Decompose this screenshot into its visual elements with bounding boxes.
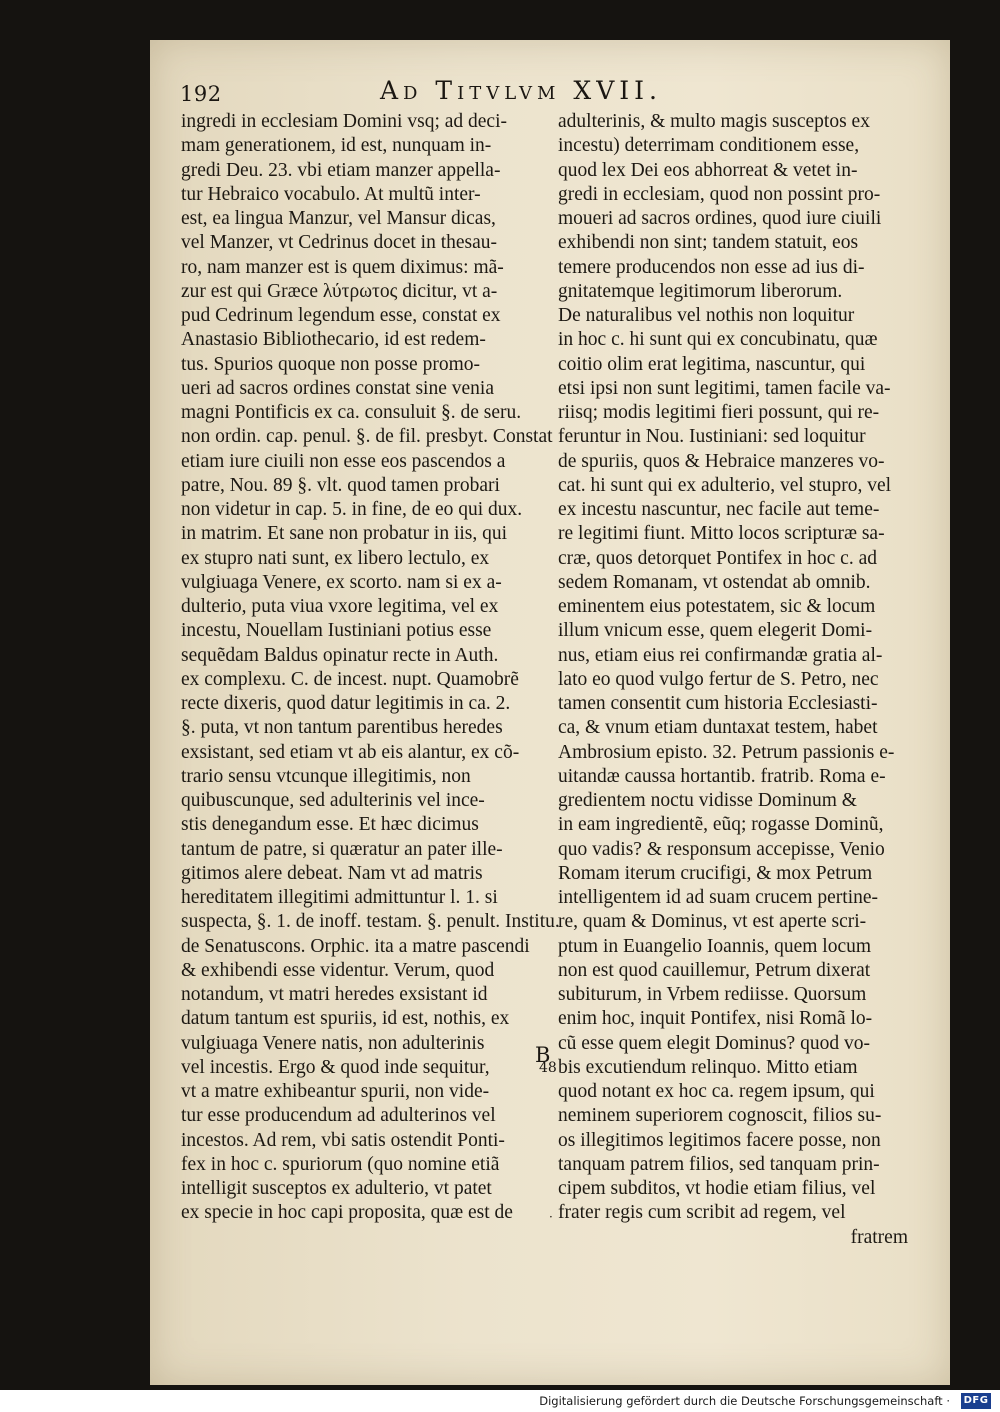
text-line: adulterinis, & multo magis susceptos ex — [558, 111, 870, 132]
catchword: fratrem — [850, 1226, 908, 1248]
text-line: dulterio, puta viua vxore legitima, vel ex — [181, 596, 499, 617]
text-line: gredi Deu. 23. vbi etiam manzer appella- — [181, 159, 501, 181]
text-line: vulgiuaga Venere natis, non adulterinis — [181, 1032, 485, 1054]
text-line: incestu, Nouellam Iustiniani potius esse — [181, 620, 492, 642]
text-line: quod lex Dei eos abhorreat & vetet in- — [558, 159, 858, 181]
text-line: vulgiuaga Venere, ex scorto. nam si ex a- — [181, 571, 502, 593]
text-line: & exhibendi esse videntur. Verum, quod — [181, 959, 495, 981]
text-line: gredientem noctu vidisse Dominum & — [558, 790, 857, 811]
text-line: gitimos alere debeat. Nam vt ad matris — [181, 862, 483, 884]
text-line: coitio olim erat legitima, nascuntur, qui — [558, 353, 866, 375]
text-line: tantum de patre, si quæratur an pater ille- — [181, 838, 503, 860]
text-line: trario sensu vtcunque illegitimis, non — [181, 765, 471, 787]
text-line: vt a matre exhibeantur spurii, non vide- — [181, 1081, 490, 1102]
text-line: vel incestis. Ergo & quod inde sequitur, — [181, 1056, 490, 1078]
text-line: sequẽdam Baldus opinatur recte in Auth. — [181, 644, 499, 666]
text-line: datum tantum est spuriis, id est, nothis, ex — [181, 1008, 510, 1030]
running-head: Ad Titvlvm XVII. — [380, 76, 662, 105]
right-text-column — [558, 110, 908, 1250]
text-line: os illegitimos legitimos facere posse, non — [558, 1129, 881, 1151]
text-line: intelligentem id ad suam crucem pertine- — [558, 887, 879, 908]
text-line: eminentem eius potestatem, sic & locum — [558, 596, 876, 617]
text-line: illum vnicum esse, quem elegerit Domi- — [558, 620, 873, 642]
text-line: intelligit susceptos ex adulterio, vt patet — [181, 1178, 492, 1199]
text-line: nus, etiam eius rei confirmandæ gratia al- — [558, 644, 883, 666]
text-line: bis excutiendum relinquo. Mitto etiam — [558, 1056, 858, 1078]
text-line: zur est qui Græce λύτρωτος dicitur, vt a- — [181, 280, 498, 302]
text-line: etsi ipsi non sunt legitimi, tamen facile va- — [558, 377, 891, 399]
text-line: in hoc c. hi sunt qui ex concubinatu, quæ — [558, 329, 878, 351]
text-line: frater regis cum scribit ad regem, vel — [558, 1202, 846, 1224]
text-line: enim hoc, inquit Pontifex, nisi Romã lo- — [558, 1008, 873, 1030]
dfg-logo: DFG — [961, 1393, 991, 1409]
text-line: ex stupro nati sunt, ex libero lectulo, ex — [181, 547, 490, 569]
text-line: stis denegandum esse. Et hæc dicimus — [181, 814, 479, 836]
text-line: tur esse producendum ad adulterinos vel — [181, 1105, 496, 1127]
text-line: de spuriis, quos & Hebraice manzeres vo- — [558, 450, 885, 472]
text-line: re, quam & Dominus, vt est aperte scri- — [558, 911, 867, 933]
text-line: tur Hebraico vocabulo. At multũ inter- — [181, 183, 481, 205]
text-line: ca, & vnum etiam duntaxat testem, habet — [558, 717, 878, 739]
text-line: tus. Spurios quoque non posse promo- — [181, 353, 480, 375]
text-line: feruntur in Nou. Iustiniani: sed loquitur — [558, 426, 866, 448]
text-line: suspecta, §. 1. de inoff. testam. §. penult. Institu. — [181, 911, 560, 933]
text-line: riisq; modis legitimi fieri possunt, qui re- — [558, 402, 880, 423]
text-line: ex complexu. C. de incest. nupt. Quamobrẽ — [181, 668, 519, 690]
text-line: cũ esse quem elegit Dominus? quod vo- — [558, 1032, 870, 1054]
footer-credit: Digitalisierung gefördert durch die Deutsche Forschungsgemeinschaft · — [539, 1394, 950, 1408]
text-line: non ordin. cap. penul. §. de fil. presbyt. Constat — [181, 426, 553, 448]
text-line: sedem Romanam, vt ostendat ab omnib. — [558, 571, 871, 593]
signature-number: 48 — [539, 1060, 557, 1076]
text-line: ueri ad sacros ordines constat sine venia — [181, 377, 494, 399]
text-line: recte dixeris, quod datur legitimis in ca. 2. — [181, 693, 511, 714]
text-line: fex in hoc c. spuriorum (quo nomine etiã — [181, 1153, 500, 1175]
text-line: tamen consentit cum historia Ecclesiasti- — [558, 693, 878, 714]
text-line: incestu) deterrimam conditionem esse, — [558, 135, 860, 157]
text-line: mam generationem, id est, nunquam in- — [181, 135, 492, 157]
text-line: cræ, quos detorquet Pontifex in hoc c. ad — [558, 547, 877, 569]
text-line: ingredi in ecclesiam Domini vsq; ad deci- — [181, 111, 507, 132]
text-line: in eam ingredientẽ, eũq; rogasse Dominũ, — [558, 814, 884, 836]
ink-speck: · — [549, 1210, 553, 1224]
text-line: notandum, vt matri heredes exsistant id — [181, 984, 488, 1005]
text-line: temere producendos non esse ad ius di- — [558, 256, 865, 278]
text-line: magni Pontificis ex ca. consuluit §. de seru. — [181, 402, 522, 423]
text-line: exsistant, sed etiam vt ab eis alantur, ex cõ- — [181, 741, 520, 763]
text-line: cat. hi sunt qui ex adulterio, vel stupro, vel — [558, 474, 892, 496]
text-line: etiam iure ciuili non esse eos pascendos a — [181, 450, 506, 472]
text-line: ptum in Euangelio Ioannis, quem locum — [558, 935, 872, 957]
text-line: est, ea lingua Manzur, vel Mansur dicas, — [181, 208, 496, 229]
text-line: ex specie in hoc capi proposita, quæ est de — [181, 1202, 513, 1224]
text-line: tanquam patrem filios, sed tanquam prin- — [558, 1153, 880, 1175]
text-line: uitandæ caussa hortantib. fratrib. Roma e- — [558, 765, 886, 787]
text-line: Romam iterum crucifigi, & mox Petrum — [558, 862, 873, 884]
text-line: in matrim. Et sane non probatur in iis, qui — [181, 523, 508, 545]
text-line: ex incestu nascuntur, nec facile aut teme- — [558, 499, 880, 520]
text-line: Ambrosium episto. 32. Petrum passionis e- — [558, 741, 895, 763]
page-number: 192 — [180, 82, 222, 106]
text-line: moueri ad sacros ordines, quod iure ciuili — [558, 208, 882, 229]
text-line: Anastasio Bibliothecario, id est redem- — [181, 329, 486, 351]
text-line: quod notant ex hoc ca. regem ipsum, qui — [558, 1081, 875, 1102]
text-line: exhibendi non sint; tandem statuit, eos — [558, 232, 859, 254]
text-line: re legitimi fiunt. Mitto locos scripturæ sa- — [558, 523, 885, 545]
text-line: cipem subditos, vt hodie etiam filius, vel — [558, 1178, 876, 1199]
signature-letter: B — [535, 1043, 551, 1067]
text-line: hereditatem illegitimi admittuntur l. 1. si — [181, 887, 498, 908]
text-line: ro, nam manzer est is quem diximus: mã- — [181, 256, 504, 278]
text-line: pud Cedrinum legendum esse, constat ex — [181, 305, 501, 326]
text-line: incestos. Ad rem, vbi satis ostendit Ponti- — [181, 1129, 505, 1151]
text-line: §. puta, vt non tantum parentibus heredes — [181, 717, 503, 739]
text-line: quo vadis? & responsum accepisse, Venio — [558, 838, 885, 860]
text-line: quibuscunque, sed adulterinis vel ince- — [181, 790, 485, 811]
text-line: neminem superiorem cognoscit, filios su- — [558, 1105, 882, 1127]
text-line: non est quod cauillemur, Petrum dixerat — [558, 959, 871, 981]
text-line: gredi in ecclesiam, quod non possint pro- — [558, 183, 881, 205]
text-line: patre, Nou. 89 §. vlt. quod tamen probari — [181, 474, 500, 496]
text-line: de Senatuscons. Orphic. ita a matre pascendi — [181, 935, 530, 957]
text-line: non videtur in cap. 5. in fine, de eo qui dux. — [181, 499, 523, 520]
text-line: De naturalibus vel nothis non loquitur — [558, 305, 855, 326]
text-line: subiturum, in Vrbem rediisse. Quorsum — [558, 984, 867, 1005]
text-line: lato eo quod vulgo fertur de S. Petro, nec — [558, 668, 879, 690]
text-line: gnitatemque legitimorum liberorum. — [558, 280, 843, 302]
text-line: vel Manzer, vt Cedrinus docet in thesau- — [181, 232, 497, 254]
